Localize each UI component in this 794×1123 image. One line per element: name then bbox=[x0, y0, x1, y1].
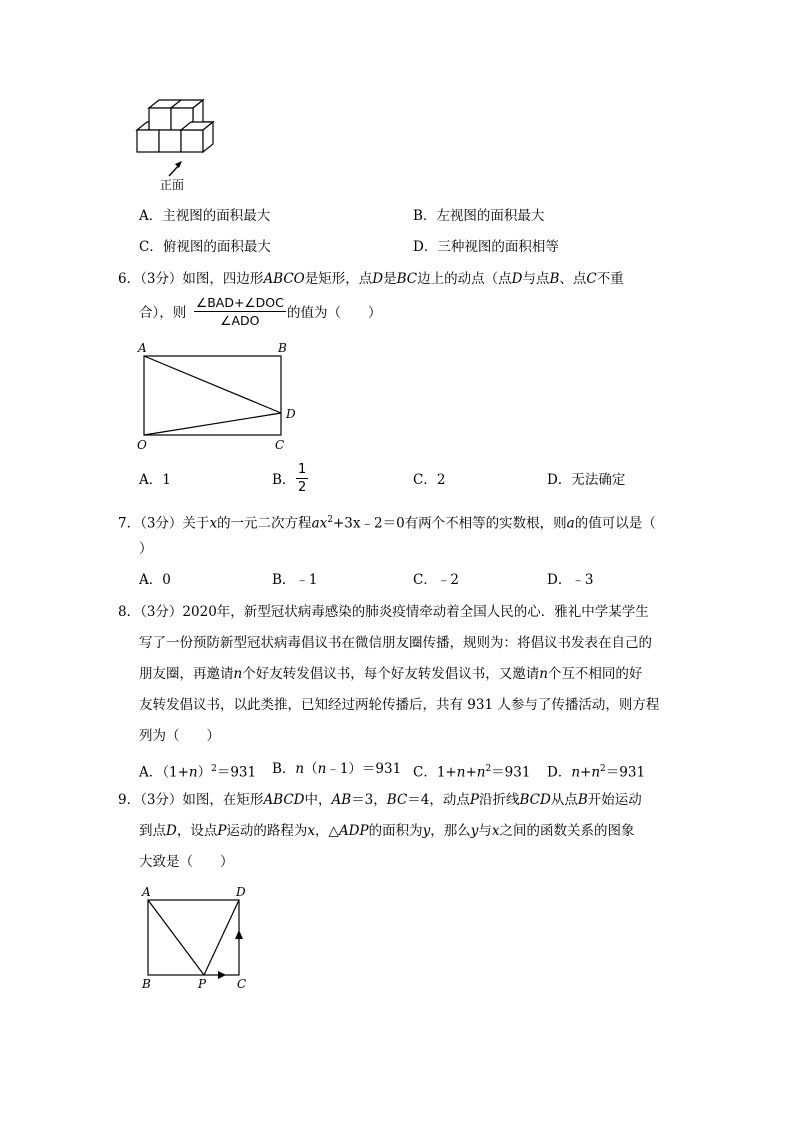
q8-a-text: ） bbox=[197, 764, 212, 781]
q9-text: ，设点 bbox=[176, 823, 218, 839]
q7-text: +3x﹣2＝0 bbox=[332, 515, 405, 532]
q6-text: 是矩形，点 bbox=[304, 271, 373, 287]
q6-option-b-label: B． bbox=[272, 472, 296, 488]
q8-c-var: n bbox=[456, 764, 466, 781]
q6-option-b-den: 2 bbox=[298, 480, 307, 495]
q6-fraction bbox=[194, 295, 286, 328]
q7-line1 bbox=[118, 511, 656, 533]
q6-var: ABCO bbox=[263, 271, 305, 287]
q6-option-b bbox=[272, 471, 295, 489]
q9-var: P bbox=[469, 792, 479, 808]
q8-d-var: n bbox=[591, 764, 601, 781]
q7-text: 7．（3分）关于 bbox=[118, 515, 210, 532]
q9-var: AB bbox=[331, 792, 352, 808]
q6-var: B bbox=[549, 271, 560, 287]
q9-text: 从点 bbox=[550, 792, 578, 808]
q8-line3 bbox=[139, 665, 642, 683]
q8-var: n bbox=[539, 666, 548, 682]
q7-option-a: A．0 bbox=[139, 572, 171, 588]
q9-text: ＝3， bbox=[351, 792, 387, 808]
q7-sup: 2 bbox=[327, 515, 333, 525]
q8-d-text: ＝931 bbox=[605, 764, 646, 781]
q5-option-a: A．主视图的面积最大 bbox=[139, 208, 271, 224]
q9-line2 bbox=[139, 822, 635, 840]
q8-b-var: n bbox=[317, 761, 327, 777]
q6-label-o: O bbox=[137, 438, 147, 452]
q6-line1 bbox=[118, 270, 624, 288]
q8-text: 个互不相同的好 bbox=[547, 666, 643, 682]
q9-var: x bbox=[307, 823, 316, 839]
q6-fraction-denominator: ∠ADO bbox=[220, 313, 260, 328]
q9-label-a: A bbox=[142, 885, 151, 899]
q6-option-b-fraction bbox=[296, 462, 308, 495]
q8-d-text: + bbox=[580, 764, 592, 781]
q7-var: a bbox=[566, 515, 575, 532]
q6-rectangle-figure bbox=[135, 342, 315, 452]
q9-text: ＝4，动点 bbox=[407, 792, 470, 808]
q8-b-var: n bbox=[295, 761, 305, 777]
q9-var: BC bbox=[386, 792, 408, 808]
q9-text: ，△ bbox=[315, 823, 339, 839]
q6-option-a: A．1 bbox=[139, 472, 171, 488]
q8-a-text: ＝931 bbox=[216, 764, 257, 781]
q8-a-sup: 2 bbox=[211, 764, 217, 774]
q6-text: 边上的动点（点 bbox=[417, 271, 512, 287]
q9-rectangle-figure bbox=[138, 884, 278, 994]
q9-text: 9．（3分）如图，在矩形 bbox=[118, 792, 264, 808]
q6-var: D bbox=[511, 271, 523, 287]
q7-text: 有两个不相等的实数根，则 bbox=[404, 515, 567, 532]
q9-var: x bbox=[491, 823, 500, 839]
q8-text: 朋友圈，再邀请 bbox=[139, 666, 234, 682]
q8-line2: 写了一份预防新型冠状病毒倡议书在微信朋友圈传播，规则为：将倡议书发表在自己的 bbox=[139, 635, 652, 651]
q5-option-d: D．三种视图的面积相等 bbox=[413, 239, 559, 255]
q5-option-c: C．俯视图的面积最大 bbox=[139, 239, 271, 255]
q9-label-b: B bbox=[142, 977, 151, 991]
q6-text: 不重 bbox=[596, 271, 624, 287]
q8-d-text: D． bbox=[547, 764, 572, 781]
q9-text: ，那么 bbox=[430, 823, 471, 839]
q7-option-d: D．﹣3 bbox=[547, 572, 594, 588]
q5-option-b: B．左视图的面积最大 bbox=[413, 208, 545, 224]
q9-var: y bbox=[422, 823, 431, 839]
q9-label-p: P bbox=[198, 977, 207, 991]
q9-label-c: C bbox=[237, 977, 247, 991]
cubes-figure bbox=[135, 100, 225, 160]
q8-c-text: ＝931 bbox=[491, 764, 531, 781]
q8-var: n bbox=[233, 666, 243, 682]
q9-text: 开始运动 bbox=[587, 792, 642, 808]
q6-var: D bbox=[372, 271, 384, 287]
q8-option-d bbox=[547, 760, 645, 782]
q6-line2-suffix: 的值为（ ） bbox=[287, 305, 382, 321]
q7-text: 的一元二次方程 bbox=[217, 515, 312, 532]
q8-option-b bbox=[272, 760, 401, 778]
q6-text: 与点 bbox=[522, 271, 550, 287]
q9-text: 中， bbox=[304, 792, 332, 808]
q9-text: 运动的路程为 bbox=[226, 823, 308, 839]
q8-a-text: A．（1+ bbox=[139, 764, 189, 781]
q9-var: y bbox=[470, 823, 479, 839]
q8-c-text: + bbox=[465, 764, 477, 781]
q8-text: 个好友转发倡议书，每个好友转发倡议书，又邀请 bbox=[242, 666, 540, 682]
q7-var: ax bbox=[311, 515, 328, 532]
q9-var: P bbox=[217, 823, 227, 839]
q6-text: 、点 bbox=[559, 271, 587, 287]
q8-b-text: ﹣1）＝931 bbox=[326, 761, 402, 777]
q8-d-sup: 2 bbox=[600, 764, 606, 774]
q7-text: 的值可以是（ bbox=[574, 515, 656, 532]
q6-fraction-numerator: ∠BAD+∠DOC bbox=[196, 295, 284, 310]
q9-var: ABCD bbox=[263, 792, 305, 808]
q6-var: C bbox=[586, 271, 597, 287]
q8-d-var: n bbox=[571, 764, 581, 781]
q9-label-d: D bbox=[236, 885, 246, 899]
q9-var: ADP bbox=[338, 823, 369, 839]
q8-option-a bbox=[139, 760, 256, 782]
q8-c-text: C．1+ bbox=[413, 764, 457, 781]
q9-var: B bbox=[577, 792, 588, 808]
q7-var: x bbox=[209, 515, 218, 532]
q8-a-var: n bbox=[188, 764, 198, 781]
q6-text: 是 bbox=[383, 271, 397, 287]
q6-line2-prefix: 合），则 bbox=[139, 305, 187, 321]
q9-text: 到点 bbox=[139, 823, 166, 839]
q6-var: BC bbox=[396, 271, 418, 287]
q8-c-var: n bbox=[476, 764, 486, 781]
front-label: 正面 bbox=[160, 178, 185, 192]
q9-line1 bbox=[118, 791, 642, 809]
q6-label-c: C bbox=[275, 438, 285, 452]
q6-label-a: A bbox=[138, 341, 147, 355]
q9-text: 的面积为 bbox=[368, 823, 423, 839]
q6-label-d: D bbox=[286, 407, 296, 421]
q8-line5: 列为（ ） bbox=[139, 728, 220, 744]
q6-option-c: C．2 bbox=[413, 472, 446, 488]
q7-option-c: C．﹣2 bbox=[413, 572, 459, 588]
q9-text: 之间的函数关系的图象 bbox=[499, 823, 635, 839]
q6-option-b-num: 1 bbox=[298, 462, 307, 477]
q8-line4: 友转发倡议书，以此类推，已知经过两轮传播后，共有 931 人参与了传播活动，则方程 bbox=[139, 697, 660, 713]
q6-text: 6．（3分）如图，四边形 bbox=[118, 271, 264, 287]
q7-option-b: B．﹣1 bbox=[272, 572, 318, 588]
q9-text: 沿折线 bbox=[478, 792, 520, 808]
q9-var: D bbox=[166, 823, 177, 839]
q8-line1: 8．（3分）2020年，新型冠状病毒感染的肺炎疫情牵动着全国人民的心．雅礼中学某学生 bbox=[118, 604, 649, 620]
q9-var: BCD bbox=[519, 792, 551, 808]
q8-option-c bbox=[413, 760, 530, 782]
q9-text: 与 bbox=[478, 823, 492, 839]
q8-b-text: （ bbox=[304, 761, 318, 777]
q6-label-b: B bbox=[278, 341, 287, 355]
q6-option-d: D．无法确定 bbox=[547, 472, 626, 488]
q8-b-text: B． bbox=[272, 761, 296, 777]
q9-line3: 大致是（ ） bbox=[139, 854, 234, 870]
q7-line2: ） bbox=[139, 541, 153, 557]
q8-c-sup: 2 bbox=[485, 764, 492, 774]
